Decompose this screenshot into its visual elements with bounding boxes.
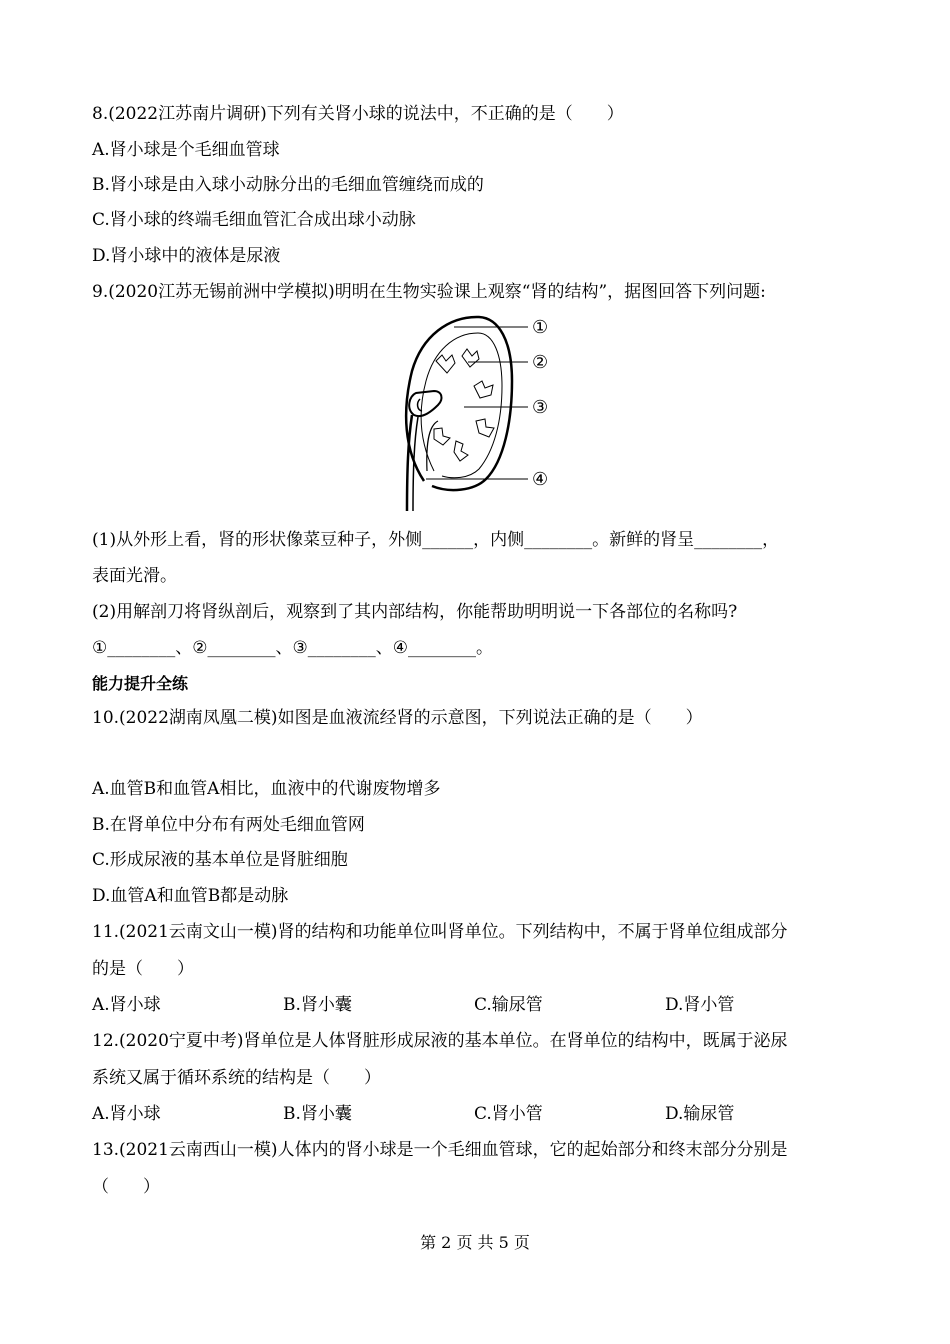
- q10-option-d: D.血管A和血管B都是动脉: [92, 886, 289, 906]
- q9-sub2-line2: ①________、②________、③________、④________。: [92, 638, 493, 658]
- q13-stem-line2: （ ）: [92, 1177, 160, 1197]
- q13-stem-line1: 13.(2021云南西山一模)人体内的肾小球是一个毛细血管球，它的起始部分和终末部分分别是: [92, 1140, 788, 1160]
- q9-sub1-line2: 表面光滑。: [92, 566, 177, 586]
- figure-label-2: ②: [532, 352, 549, 373]
- q11-option-c: C.输尿管: [474, 995, 543, 1015]
- q12-option-d: D.输尿管: [665, 1104, 735, 1124]
- renal-medulla: [434, 349, 494, 461]
- q8-option-b: B.肾小球是由入球小动脉分出的毛细血管缠绕而成的: [92, 175, 484, 195]
- figure-label-3: ③: [532, 397, 549, 418]
- section-heading: 能力提升全练: [92, 674, 189, 693]
- q12-stem-line1: 12.(2020宁夏中考)肾单位是人体肾脏形成尿液的基本单位。在肾单位的结构中，既属于泌尿: [92, 1031, 788, 1051]
- q9-sub2-line1: (2)用解剖刀将肾纵剖后，观察到了其内部结构，你能帮助明明说一下各部位的名称吗?: [92, 602, 738, 622]
- q9-sub1-line1: (1)从外形上看，肾的形状像菜豆种子，外侧______，内侧________。新鲜的肾呈________，: [92, 530, 780, 550]
- q10-option-a: A.血管B和血管A相比，血液中的代谢废物增多: [92, 779, 441, 799]
- q12-option-c: C.肾小管: [474, 1104, 543, 1124]
- q10-stem: 10.(2022湖南凤凰二模)如图是血液流经肾的示意图，下列说法正确的是（ ）: [92, 708, 703, 728]
- q10-option-b: B.在肾单位中分布有两处毛细血管网: [92, 815, 365, 835]
- q8-option-d: D.肾小球中的液体是尿液: [92, 246, 281, 266]
- renal-pelvis: [409, 391, 441, 416]
- kidney-cortex: [421, 333, 502, 478]
- q12-option-b: B.肾小囊: [283, 1104, 352, 1124]
- q9-stem: 9.(2020江苏无锡前洲中学模拟)明明在生物实验课上观察“肾的结构”，据图回答下列问题:: [92, 282, 766, 302]
- q11-option-a: A.肾小球: [92, 995, 161, 1015]
- q12-stem-line2: 系统又属于循环系统的结构是（ ）: [92, 1068, 381, 1088]
- figure-label-4: ④: [532, 469, 549, 490]
- q12-option-a: A.肾小球: [92, 1104, 161, 1124]
- q8-option-a: A.肾小球是个毛细血管球: [92, 140, 280, 160]
- q8-option-c: C.肾小球的终端毛细血管汇合成出球小动脉: [92, 210, 416, 230]
- kidney-structure-figure: [394, 311, 564, 511]
- figure-label-1: ①: [532, 317, 549, 338]
- q11-option-b: B.肾小囊: [283, 995, 352, 1015]
- q11-stem-line1: 11.(2021云南文山一模)肾的结构和功能单位叫肾单位。下列结构中，不属于肾单位组成部分: [92, 922, 788, 942]
- page-footer: 第 2 页 共 5 页: [420, 1233, 530, 1252]
- q10-option-c: C.形成尿液的基本单位是肾脏细胞: [92, 850, 348, 870]
- q11-stem-line2: 的是（ ）: [92, 959, 194, 979]
- q11-option-d: D.肾小管: [665, 995, 735, 1015]
- q8-stem: 8.(2022江苏南片调研)下列有关肾小球的说法中，不正确的是（ ）: [92, 104, 624, 124]
